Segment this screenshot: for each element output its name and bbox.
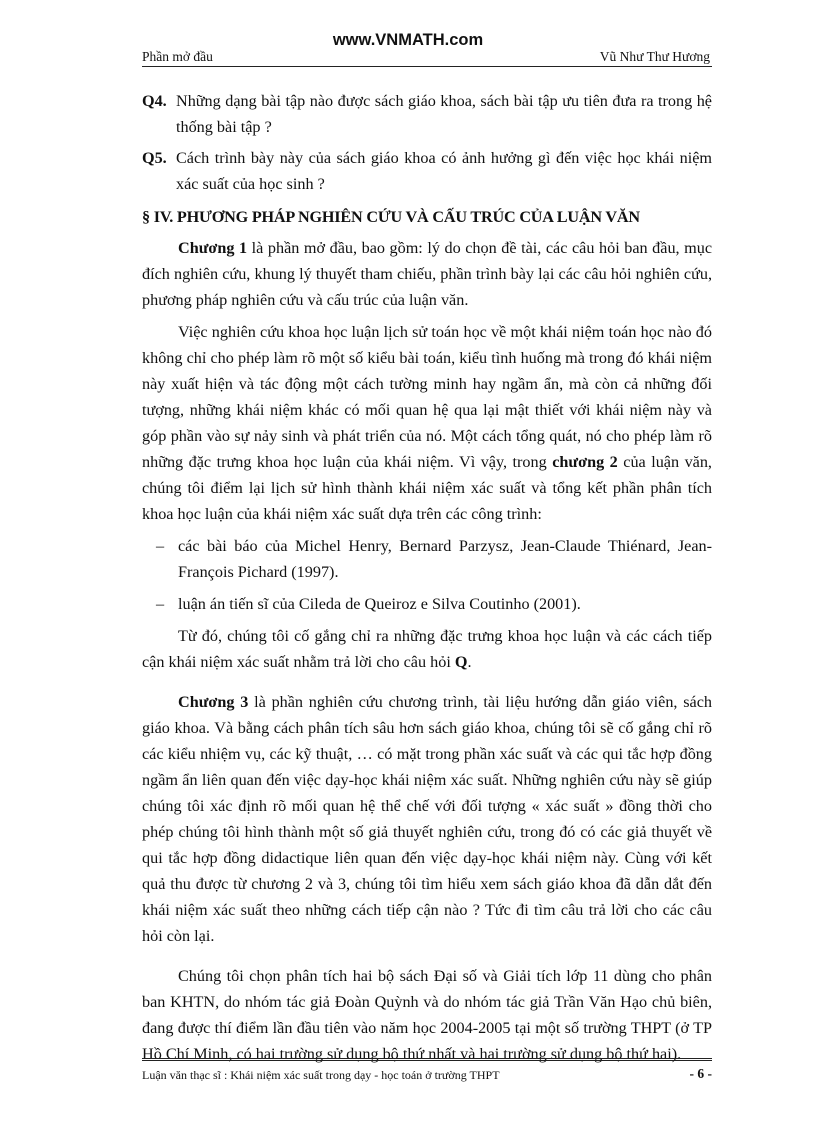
question-label: Q5. (142, 149, 167, 167)
paragraph-text: là phần nghiên cứu chương trình, tài liệu hướng dẫn giáo viên, sách giáo khoa. Và bằng cách phân tích sâu hơn sách giáo khoa, chúng tôi sẽ cố gắng chỉ rõ các kiểu nhiệm vụ, các kỹ thuật, … có mặt trong phần xác suất và các qui tắc hợp đồng ngầm ẩn liên quan đến việc dạy-học khái niệm xác suất. Những nghiên cứu này sẽ giúp chúng tôi xác định rõ mối quan hệ thể chế với đối tượng « xác suất » đồng thời cho phép chúng tôi hình thành một số giả thuyết nghiên cứu, trong đó có các giả thuyết về qui tắc hợp đồng didactique liên quan đến việc dạy-học khái niệm này. Cùng với kết quả thu được từ chương 2 và 3, chúng tôi tìm hiểu xem sách giáo khoa đã dẫn dắt đến khái niệm xác suất theo những cách tiếp cận nào ? Tức đi tìm câu trả lời cho các câu hỏi còn lại. (142, 693, 713, 945)
paragraph-conclusion (142, 623, 712, 675)
header-divider (142, 66, 712, 67)
question-item (142, 145, 712, 197)
bold-term: Q (454, 653, 468, 671)
footer-divider (142, 1058, 712, 1063)
paragraph-chapter-2 (142, 319, 712, 527)
dash-bullet: – (155, 537, 165, 555)
paragraph-text: Việc nghiên cứu khoa học luận lịch sử toán học về một khái niệm toán học nào đó không chỉ cho phép làm rõ một số kiểu bài toán, kiểu tình huống mà trong đó khái niệm này xuất hiện và tác động một cách tường minh hay ngầm ẩn, mà còn cả những đối tượng, những khái niệm khác có mối quan hệ qua lại mật thiết với khái niệm này và góp phần vào sự nảy sinh và phát triển của nó. Một cách tổng quát, nó cho phép làm rõ những đặc trưng khoa học luận của khái niệm. Vì vậy, trong (142, 323, 712, 471)
list-item-text: các bài báo của Michel Henry, Bernard Parzysz, Jean-Claude Thiénard, Jean-François Pichard (1997). (178, 537, 712, 581)
paragraph-text: Chúng tôi chọn phân tích hai bộ sách Đại số và Giải tích lớp 11 dùng cho phân ban KHTN, do nhóm tác giả Đoàn Quỳnh và do nhóm tác giả Trần Văn Hạo chủ biên, đang được thí điểm lần đầu tiên vào năm học 2004-2005 tại một số trường THPT (ở TP Hồ Chí Minh, có hai trường sử dụng bộ thứ nhất và hai trường sử dụng bộ thứ hai). (142, 967, 712, 1063)
paragraph-text: Từ đó, chúng tôi cố gắng chỉ ra những đặc trưng khoa học luận và các cách tiếp cận khái niệm xác suất nhằm trả lời cho câu hỏi (142, 627, 712, 671)
bold-term: chương 2 (552, 453, 618, 471)
dash-bullet: – (155, 595, 165, 613)
section-title: § IV. PHƯƠNG PHÁP NGHIÊN CỨU VÀ CẤU TRÚC CỦA LUẬN VĂN (142, 208, 640, 226)
page-number: - 6 - (689, 1066, 712, 1081)
paragraph-text: là phần mở đầu, bao gồm: lý do chọn đề tài, các câu hỏi ban đầu, mục đích nghiên cứu, khung lý thuyết tham chiếu, phần trình bày lại các câu hỏi nghiên cứu, phương pháp nghiên cứu và cấu trúc của luận văn. (142, 239, 713, 309)
list-item (142, 591, 712, 617)
list-item (142, 533, 712, 585)
question-item (142, 88, 712, 140)
question-text: Những dạng bài tập nào được sách giáo khoa, sách bài tập ưu tiên đưa ra trong hệ thống bài tập ? (176, 92, 712, 136)
bold-term: Chương 3 (178, 693, 249, 711)
watermark: www.VNMATH.com (332, 31, 484, 49)
bold-term: Chương 1 (178, 239, 248, 257)
paragraph-textbooks (142, 963, 712, 1067)
question-text: Cách trình bày này của sách giáo khoa có ảnh hưởng gì đến việc học khái niệm xác suất của học sinh ? (176, 149, 712, 193)
list-item-text: luận án tiến sĩ của Cileda de Queiroz e Silva Coutinho (2001). (178, 595, 581, 613)
footer-thesis-title: Luận văn thạc sĩ : Khái niệm xác suất trong dạy - học toán ở trường THPT (142, 1068, 500, 1082)
paragraph-text: . (467, 653, 472, 671)
paragraph-chapter-3 (142, 689, 712, 949)
question-label: Q4. (142, 92, 167, 110)
header-author: Vũ Như Thư Hương (599, 49, 710, 64)
paragraph-text: của luận văn, chúng tôi điểm lại lịch sử hình thành khái niệm xác suất và tổng kết phần phân tích khoa học luận của khái niệm xác suất dựa trên các công trình: (142, 453, 712, 523)
paragraph-chapter-1 (142, 235, 712, 313)
page-body (142, 88, 712, 1073)
header-chapter: Phần mở đầu (142, 49, 213, 64)
